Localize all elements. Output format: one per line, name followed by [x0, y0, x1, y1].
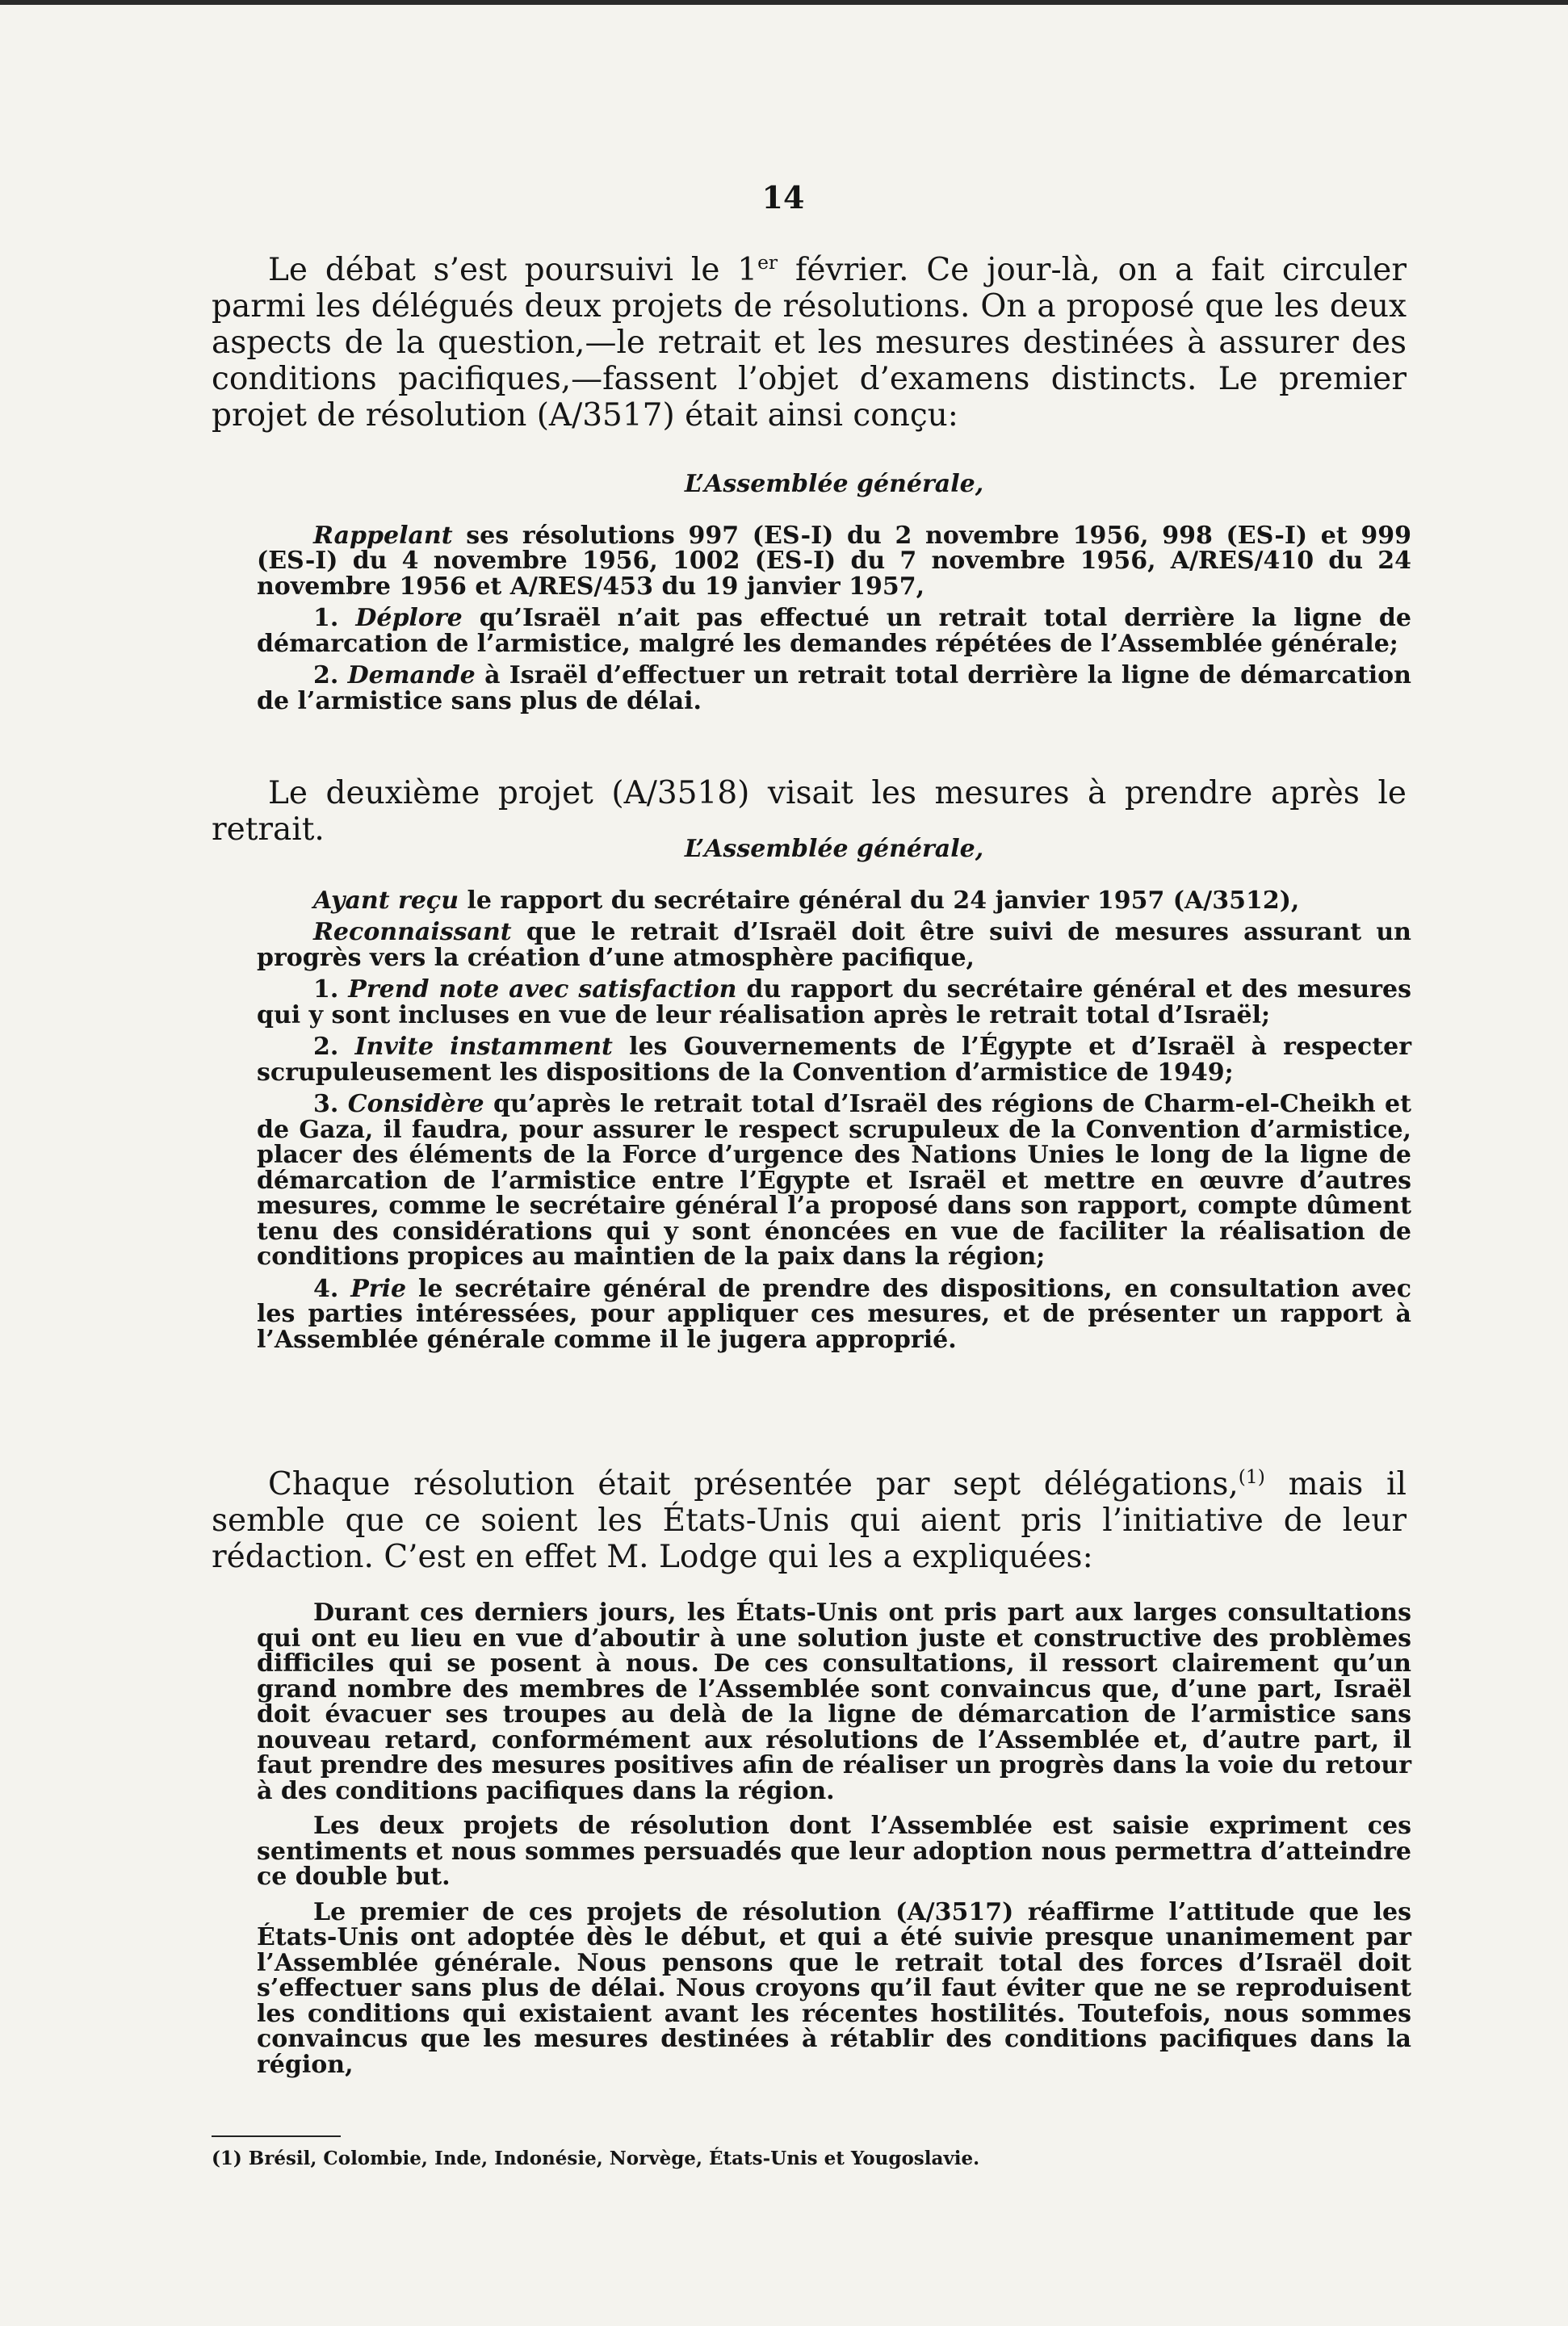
item-number: 1. [313, 975, 349, 1004]
scan-edge [0, 0, 1568, 5]
second-intro-text: Le deuxième projet (A/3518) visait les mesures à prendre après le retrait. [212, 775, 1407, 848]
footnote-reference[interactable]: (1) [1238, 1465, 1265, 1488]
item-keyword: Prend note avec satisfaction [348, 975, 737, 1004]
resolution-2-reconnaissant [257, 920, 1411, 970]
item-text: qu’après le retrait total d’Israël des régions de Charm-el-Cheikh et de Gaza, il faudra, pour assurer le respect scrupuleux de la Convention d’armistice, placer des éléments de la Force d’urgence des Nations Unies le long de la ligne de démarcation de l’armistice entre l’Égypte et Israël et mettre en œuvre d’autres mesures, comme le secrétaire général l’a proposé dans son rapport, compte dûment tenu des considérations qui y sont énoncées en vue de faciliter la réalisation de conditions propices au maintien de la paix dans la région; [257, 1090, 1411, 1271]
rappelant-word: Rappelant [313, 521, 453, 550]
footnote-text: Brésil, Colombie, Inde, Indonésie, Norvège, États-Unis et Yougoslavie. [241, 2148, 980, 2169]
item-keyword: Invite instamment [354, 1033, 613, 1061]
quote-paragraph-1: Durant ces derniers jours, les États-Unis ont pris part aux larges consultations qui ont eu lieu en vue d’aboutir à une solution juste et constructive des problèmes difficiles qui se posent à nous. De ces consultations, il ressort clairement qu’un grand nombre des membres de l’Assemblée sont convaincus que, d’une part, Israël doit évacuer ses troupes au delà de la ligne de démarcation de l’armistice sans nouveau retard, conformément aux résolutions de l’Assemblée et, d’autre part, il faut prendre des mesures positives afin de réaliser un progrès dans la voie du retour à des conditions pacifiques dans la région. [257, 1599, 1411, 1805]
footnote-marker: (1) [212, 2148, 242, 2169]
item-number: 2. [313, 661, 348, 689]
reconnaissant-text: que le retrait d’Israël doit être suivi de mesures assurant un progrès vers la création d’une atmosphère pacifique, [257, 918, 1411, 972]
resolution-2-item-3 [257, 1092, 1411, 1270]
item-keyword: Prie [350, 1274, 407, 1303]
item-number: 4. [313, 1274, 351, 1303]
intro-text-end: février. Ce jour-là, on a fait circuler parmi les délégués deux projets de résolutions. On a proposé que les deux aspects de la question,—le retrait et les mesures destinées à assurer des conditions pacifiques,—fassent l’objet d’examens distincts. Le premier projet de résolution (A/3517) était ainsi conçu: [212, 252, 1407, 434]
chaque-text-start: Chaque résolution était présentée par sept délégations, [268, 1466, 1239, 1502]
resolution-2 [257, 836, 1411, 1352]
quote-paragraph-3: Le premier de ces projets de résolution (A/3517) réaffirme l’attitude que les États-Unis ont adoptée dès le début, et qui a été suivie presque unanimement par l’Assemblée générale. Nous pensons que le retrait total des forces d’Israël doit s’effectuer sans plus de délai. Nous croyons qu’il faut éviter que ne se reproduisent les conditions qui existaient avant les récentes hostilités. Toutefois, nous sommes convaincus que les mesures destinées à rétablir des conditions pacifiques dans la région, [257, 1897, 1411, 2079]
reconnaissant-word: Reconnaissant [313, 918, 512, 946]
resolution-1-rappelant [257, 523, 1411, 600]
resolution-1-heading: L’Assemblée générale, [684, 470, 984, 498]
chaque-paragraph [212, 1466, 1407, 1575]
intro-text-start: Le débat s’est poursuivi le 1 [268, 252, 758, 288]
intro-paragraph [212, 252, 1407, 434]
resolution-2-item-1 [257, 977, 1411, 1028]
item-text: les Gouvernements de l’Égypte et d’Israël à respecter scrupuleusement les dispositions de la Convention d’armistice de 1949; [257, 1033, 1412, 1087]
item-text: qu’Israël n’ait pas effectué un retrait total derrière la ligne de démarcation de l’armistice, malgré les demandes répétées de l’Assemblée générale; [257, 604, 1411, 658]
item-keyword: Déplore [355, 604, 463, 632]
item-number: 3. [313, 1090, 348, 1118]
item-number: 1. [313, 604, 356, 632]
lodge-quotation [257, 1600, 1411, 2077]
item-text: à Israël d’effectuer un retrait total derrière la ligne de démarcation de l’armistice sans plus de délai. [257, 661, 1411, 715]
item-keyword: Considère [347, 1090, 484, 1118]
resolution-1 [257, 471, 1411, 714]
resolution-1-item-2 [257, 663, 1411, 714]
item-text: le secrétaire général de prendre des dispositions, en consultation avec les parties intéressées, pour appliquer ces mesures, et de présenter un rapport à l’Assemblée générale comme il le jugera approprié. [257, 1274, 1411, 1354]
ayant-word: Ayant reçu [313, 886, 459, 915]
ayant-text: le rapport du secrétaire général du 24 janvier 1957 (A/3512), [459, 886, 1300, 915]
rappelant-text: ses résolutions 997 (ES-I) du 2 novembre 1956, 998 (ES-I) et 999 (ES-I) du 4 novembre 1956, 1002 (ES-I) du 7 novembre 1956, A/RES/410 du 24 novembre 1956 et A/RES/453 du 19 janvier 1957, [257, 521, 1411, 601]
item-number: 2. [313, 1033, 355, 1061]
resolution-2-item-4 [257, 1276, 1411, 1353]
resolution-2-heading: L’Assemblée générale, [684, 835, 984, 863]
footnote [212, 2148, 1423, 2169]
quote-paragraph-2: Les deux projets de résolution dont l’Assemblée est saisie expriment ces sentiments et nous sommes persuadés que leur adoption nous permettra d’atteindre ce double but. [257, 1812, 1411, 1891]
item-text: du rapport du secrétaire général et des mesures qui y sont incluses en vue de leur réalisation après le retrait total d’Israël; [257, 975, 1411, 1029]
chaque-text-end: mais il semble que ce soient les États-Unis qui aient pris l’initiative de leur rédaction. C’est en effet M. Lodge qui les a expliquées: [212, 1466, 1407, 1575]
resolution-1-item-1 [257, 606, 1411, 656]
item-keyword: Demande [347, 661, 476, 689]
chaque-text [212, 1466, 1407, 1575]
page-number: 14 [761, 179, 805, 216]
resolution-2-ayant [257, 888, 1411, 914]
intro-text [212, 252, 1407, 434]
resolution-2-item-2 [257, 1034, 1411, 1085]
footnote-divider [212, 2135, 341, 2137]
superscript-er: er [757, 251, 778, 274]
